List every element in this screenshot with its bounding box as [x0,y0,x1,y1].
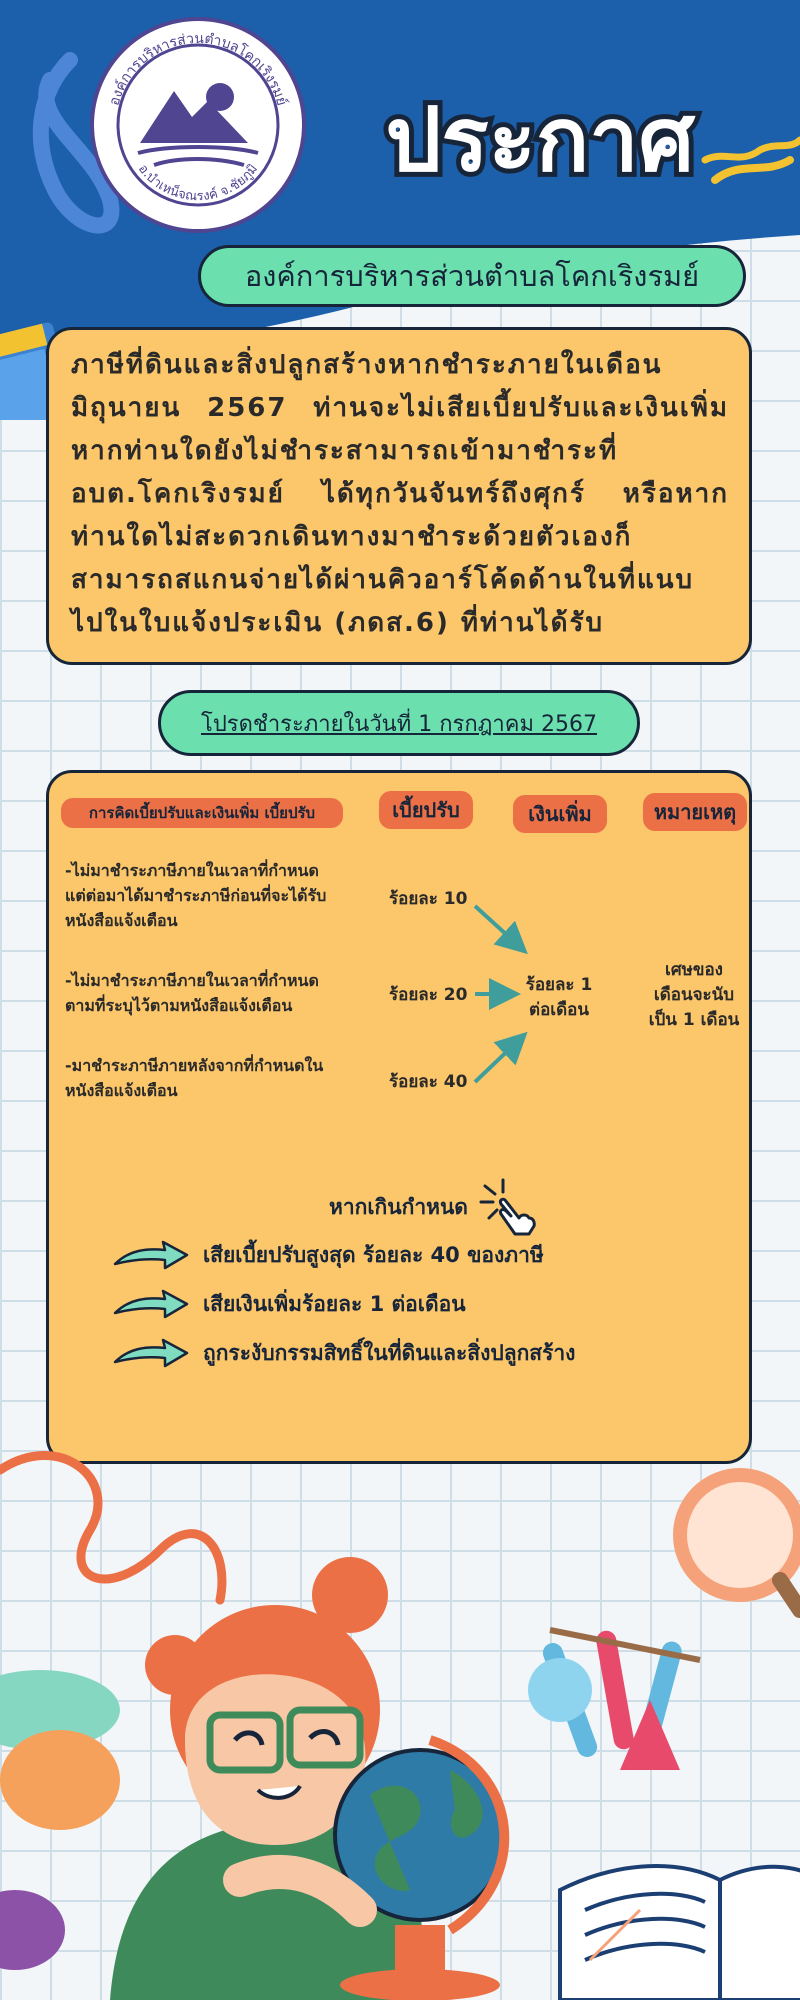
pointer-hand-icon [479,1178,539,1238]
consequence-item [113,1333,673,1373]
fine-rate: ร้อยละ 20 [389,985,468,1005]
row-desc: -ไม่มาชำระภาษีภายในเวลาที่กำหนด [65,861,319,880]
row-desc: แต่ต่อมาได้มาชำระภาษีก่อนที่จะได้รับ [65,886,327,905]
consequence-item [113,1284,673,1324]
open-book-icon [560,1866,800,2000]
organization-name-text: องค์การบริหารส่วนตำบลโคกเริงรมย์ [244,259,700,293]
surcharge-rate [509,973,609,1023]
header-calc: การคิดเบี้ยปรับและเงินเพิ่ม เบี้ยปรับ [61,798,343,828]
notice-line: หากท่านใดยังไม่ชำระสามารถเข้ามาชำระที่ [71,436,619,466]
consequence-item [113,1235,673,1275]
consequence-text: เสียเบี้ยปรับสูงสุด ร้อยละ 40 ของภาษี [203,1242,544,1267]
consequence-text: ถูกระงับกรรมสิทธิ์ในที่ดินและสิ่งปลูกสร้าง [203,1340,576,1365]
fine-rate: ร้อยละ 10 [389,889,468,909]
notice-line: มิถุนายน 2567 ท่านจะไม่เสียเบี้ยปรับและเงินเพิ่ม [71,393,729,423]
row-desc: -ไม่มาชำระภาษีภายในเวลาที่กำหนด [65,971,319,990]
arrow-icon [113,1336,189,1370]
note-line: เป็น 1 เดือน [648,1010,740,1030]
header-surcharge: เงินเพิ่ม [513,795,607,833]
note-line: เศษของ [665,960,723,980]
arrow-icon [113,1238,189,1272]
arrow-icon [113,1287,189,1321]
magnifier-icon [680,1475,800,1610]
notice-line: ไปในใบแจ้งประเมิน (ภดส.6) ที่ท่านได้รับ [71,608,604,638]
page-title [330,65,750,215]
note-text [639,958,749,1033]
row-desc: หนังสือแจ้งเตือน [65,1081,178,1100]
seal-logo [88,15,308,235]
student-illustration [0,1440,800,2000]
svg-text:อ.บำเหน็จณรงค์ จ.ชัยภูมิ: อ.บำเหน็จณรงค์ จ.ชัยภูมิ [134,161,262,205]
overdue-title: หากเกินกำหนด [329,1195,468,1219]
penalty-row [65,968,355,1018]
surcharge-rate-line: ร้อยละ 1 [525,975,593,995]
svg-text:องค์การบริหารส่วนตำบลโคกเริงรม: องค์การบริหารส่วนตำบลโคกเริงรมย์ [106,30,290,108]
penalty-row [65,858,355,933]
penalty-box [46,770,752,1464]
deadline-pill [158,690,640,756]
row-desc: ตามที่ระบุไว้ตามหนังสือแจ้งเตือน [65,996,293,1015]
svg-text:ประกาศ: ประกาศ [385,88,695,191]
row-desc: หนังสือแจ้งเตือน [65,911,178,930]
notice-line: ภาษีที่ดินและสิ่งปลูกสร้างหากชำระภายในเดือน [71,350,663,380]
surcharge-rate-line: ต่อเดือน [529,1000,589,1020]
arrow-icon [475,1040,519,1082]
fine-rate: ร้อยละ 40 [389,1072,468,1092]
notice-line: สามารถสแกนจ่ายได้ผ่านคิวอาร์โค้ดด้านในที่แนบ [71,565,695,595]
test-tubes-icon [528,1629,700,1770]
notice-box [46,327,752,665]
consequence-text: เสียเงินเพิ่มร้อยละ 1 ต่อเดือน [203,1291,466,1316]
header-note: หมายเหตุ [643,793,747,831]
row-desc: -มาชำระภาษีภายหลังจากที่กำหนดใน [65,1056,324,1075]
organization-name [198,245,746,307]
notice-line: อบต.โคกเริงรมย์ ได้ทุกวันจันทร์ถึงศุกร์ หรือหาก [71,479,729,509]
penalty-row [65,1053,355,1103]
arrow-icon [475,906,519,946]
note-line: เดือนจะนับ [653,985,735,1005]
header-fine: เบี้ยปรับ [379,791,473,829]
notice-line: ท่านใดไม่สะดวกเดินทางมาชำระด้วยตัวเองก็ [71,522,633,552]
deadline-text: โปรดชำระภายในวันที่ 1 กรกฎาคม 2567 [201,711,597,737]
